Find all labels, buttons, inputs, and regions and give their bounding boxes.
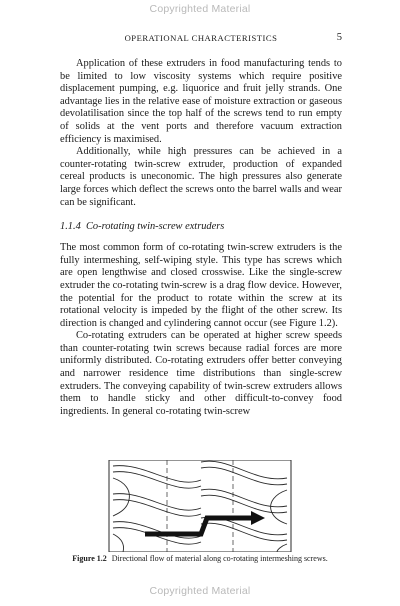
running-title: OPERATIONAL CHARACTERISTICS	[124, 33, 278, 43]
body-text	[60, 58, 342, 418]
running-head	[60, 33, 342, 47]
watermark-top: Copyrighted Material	[149, 3, 251, 15]
figure-label: Figure 1.2	[72, 554, 107, 563]
paragraph-1: Application of these extruders in food manufacturing tends to be limited to low viscosity systems which require positive displacement pumping, e.g. liquorice and fruit jelly strands. One advantage lies in the relative ease of moisture extraction or gaseous devolatilisation since the top half of the screws tend to run empty of solids at the vent ports and therefore vacuum extraction efficiency is maximised.	[60, 58, 342, 145]
twin-screw-diagram	[105, 460, 295, 552]
paragraph-2: Additionally, while high pressures can be achieved in a counter-rotating twin-screw extruder, production of expanded cereal products is uneconomic. The high pressures also generate large forces which deflect the screws onto the barrel walls and wear can be significant.	[60, 146, 342, 208]
flow-path	[145, 518, 255, 534]
watermark-bottom: Copyrighted Material	[149, 585, 251, 597]
section-number: 1.1.4	[60, 221, 81, 233]
section-heading	[60, 221, 342, 232]
section-title: Co-rotating twin-screw extruders	[85, 221, 225, 233]
figure-caption	[30, 554, 370, 563]
page-number: 5	[336, 32, 342, 43]
left-screw-flights	[113, 466, 201, 552]
figure-1-2	[105, 460, 295, 552]
section-paragraph-1: The most common form of co-rotating twin-screw extruders is the fully intermeshing, self-wiping style. This type has screws which are open lengthwise and closed crosswise. Like the single-screw extruder the co-rotating twin-screw is a drag flow device. However, the potential for the product to rotate within the screw at its rotational velocity is impeded by the flight of the other screw. Its direction is changed and cylindering cannot occur (see Figure 1.2).	[60, 242, 342, 329]
section-paragraph-2: Co-rotating extruders can be operated at higher screw speeds than counter-rotating twin screws because radial forces are more uniformly distributed. Co-rotating extruders offer better conveying and narrower residence time distributions than single-screw extruders. The conveying capability of twin-screw extruders allows them to handle sticky and other difficult-to-convey food ingredients. In general co-rotating twin-screw	[60, 330, 342, 417]
right-screw-flights	[201, 461, 287, 552]
figure-caption-text: Directional flow of material along co-rotating intermeshing screws.	[111, 554, 328, 563]
flow-arrowhead	[251, 511, 265, 525]
